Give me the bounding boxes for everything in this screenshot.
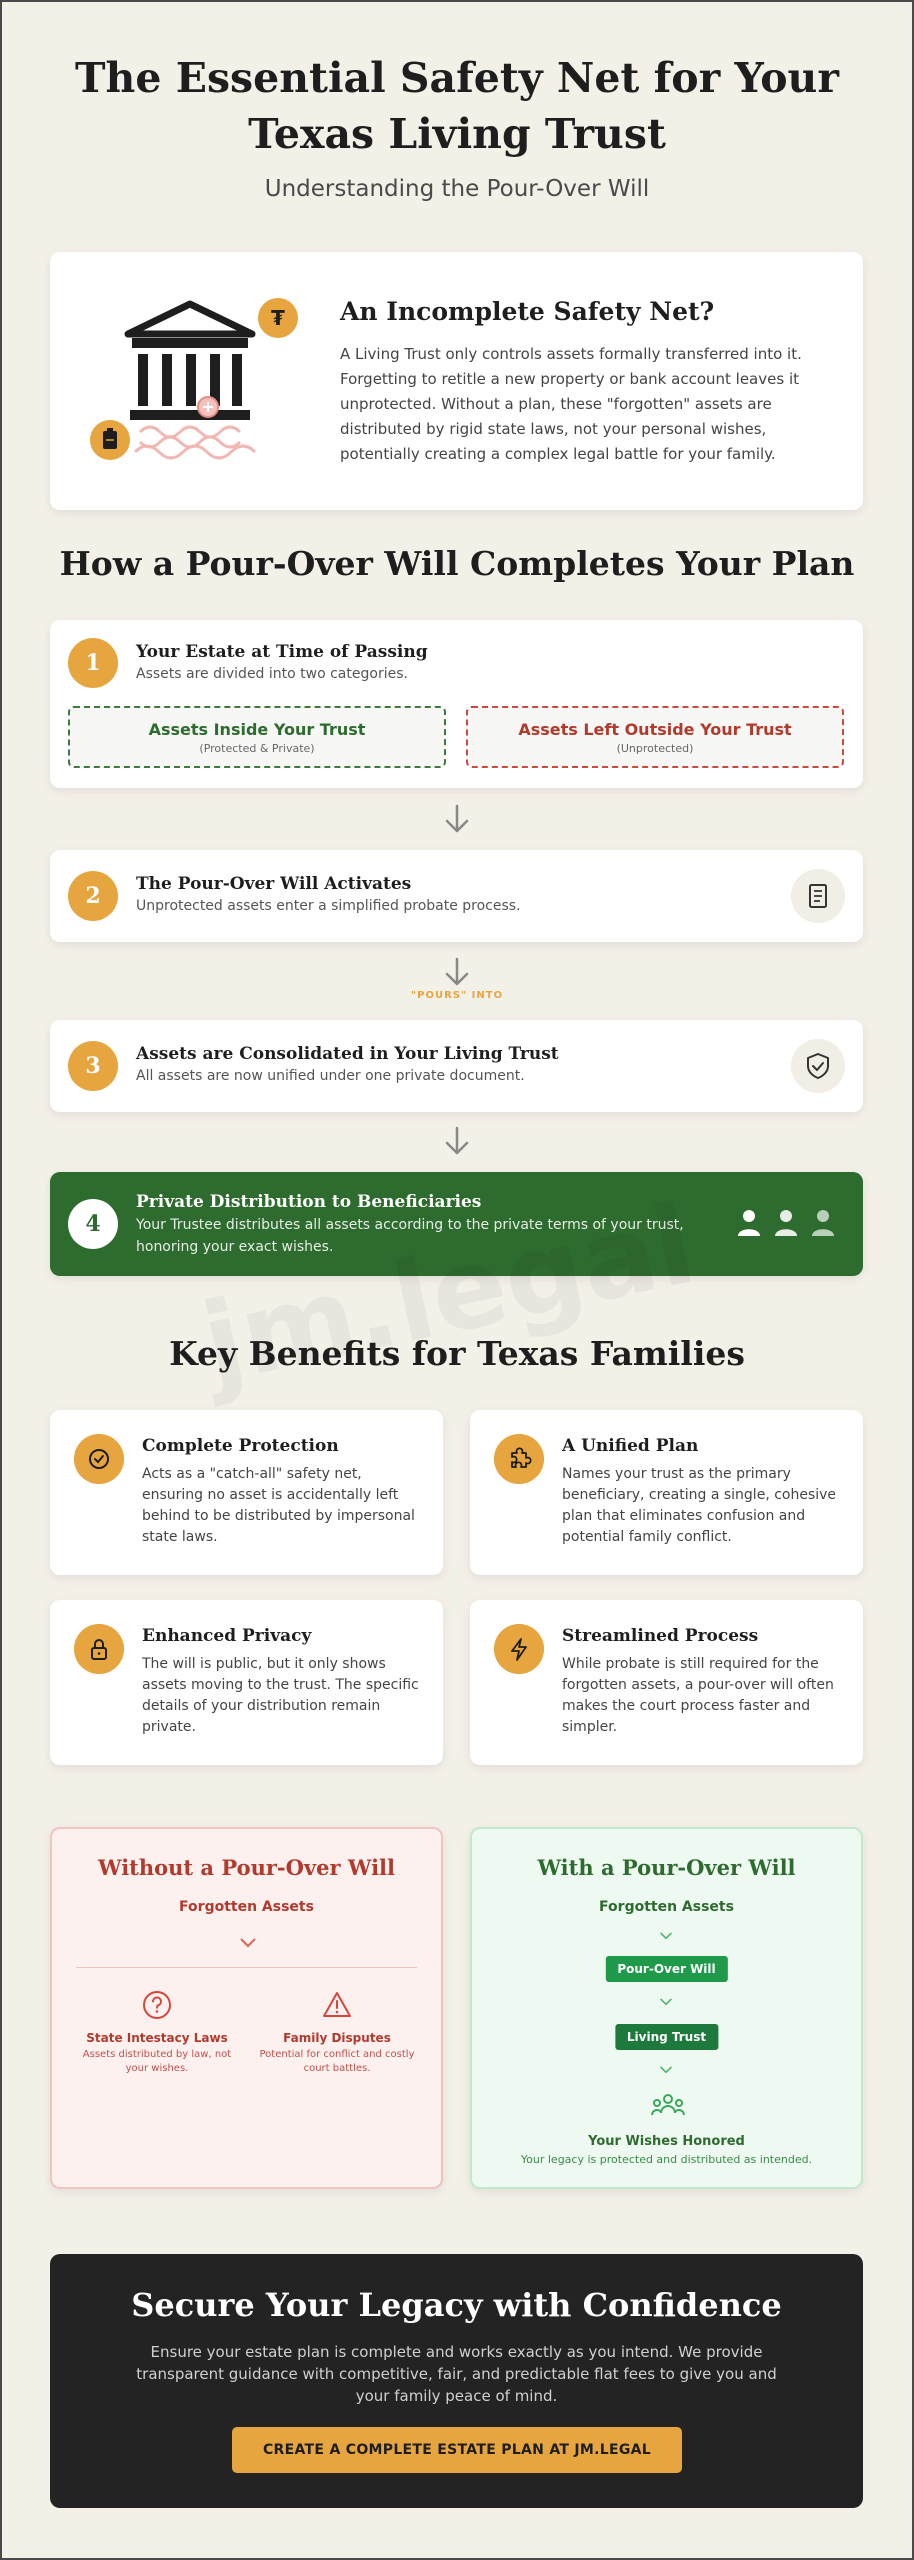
assets-inside-title: Assets Inside Your Trust — [148, 720, 366, 739]
process-section-title: How a Pour-Over Will Completes Your Plan — [59, 544, 855, 583]
step-desc-4: Your Trustee distributes all assets according to the private terms of your trust, honoring your exact wishes. — [136, 1217, 684, 1255]
create-estate-plan-button[interactable]: CREATE A COMPLETE ESTATE PLAN AT JM.LEGAL — [232, 2427, 682, 2473]
assets-inside-note: (Protected & Private) — [199, 742, 315, 755]
chevron-down-icon — [659, 2065, 673, 2075]
family-icon — [650, 2091, 686, 2121]
step-desc-3: All assets are now unified under one private document. — [136, 1068, 525, 1084]
cta-section — [50, 2254, 863, 2508]
forgotten-assets-label: Forgotten Assets — [179, 1899, 314, 1915]
chevron-down-icon — [239, 1937, 257, 1949]
benefit-card-enhanced-privacy — [50, 1600, 443, 1765]
wave-lines-icon — [135, 427, 255, 458]
cta-title: Secure Your Legacy with Confidence — [131, 2286, 782, 2324]
page-title: The Essential Safety Net for Your Texas Living Trust — [75, 54, 839, 158]
step-card-2 — [50, 850, 863, 942]
hero-header — [0, 50, 914, 202]
benefit-card-streamlined-process — [470, 1600, 863, 1765]
arrow-down-icon — [440, 1124, 474, 1158]
step-title-2: The Pour-Over Will Activates — [136, 874, 412, 894]
benefit-desc: Acts as a "catch-all" safety net, ensuring no asset is accidentally left behind to be distributed by impersonal state laws. — [142, 1466, 415, 1545]
chevron-down-icon — [659, 1931, 673, 1941]
outcome-title: Family Disputes — [283, 2031, 391, 2045]
comparison-with-title: With a Pour-Over Will — [537, 1855, 796, 1880]
benefit-desc: Names your trust as the primary beneficiary, creating a single, cohesive plan that eliminates confusion and potential family conflict. — [562, 1466, 837, 1545]
money-badge-icon — [258, 298, 298, 338]
assets-outside-note: (Unprotected) — [616, 742, 694, 755]
step-number-3: 3 — [68, 1041, 118, 1091]
warning-icon — [321, 1989, 353, 2021]
question-circle-icon — [141, 1989, 173, 2021]
clipboard-badge-icon — [90, 420, 130, 460]
arrow-down-icon — [440, 802, 474, 836]
wishes-honored-desc: Your legacy is protected and distributed as intended. — [520, 2153, 813, 2166]
lightning-icon — [494, 1624, 544, 1674]
step-card-3 — [50, 1020, 863, 1112]
intro-title: An Incomplete Safety Net? — [340, 297, 715, 326]
bank-building-icon — [128, 304, 252, 420]
benefit-title: Complete Protection — [142, 1436, 339, 1456]
lock-icon — [74, 1624, 124, 1674]
pours-into-label: "POURS" INTO — [410, 990, 504, 1001]
comparison-without-title: Without a Pour-Over Will — [97, 1855, 396, 1880]
puzzle-icon — [494, 1434, 544, 1484]
svg-text:₮: ₮ — [271, 306, 285, 330]
document-icon — [791, 869, 845, 923]
benefit-desc: The will is public, but it only shows assets moving to the trust. The specific details of your distribution remain private. — [142, 1656, 419, 1735]
divider — [76, 1967, 417, 1968]
living-trust-pill: Living Trust — [615, 2024, 718, 2050]
step-desc-2: Unprotected assets enter a simplified probate process. — [136, 898, 521, 914]
people-icon — [733, 1206, 843, 1242]
step-card-1 — [50, 620, 863, 788]
comparison-with-card — [470, 1827, 863, 2189]
forgotten-assets-label: Forgotten Assets — [599, 1899, 734, 1915]
intro-body: A Living Trust only controls assets formally transferred into it. Forgetting to retitle a new property or bank account leaves it unprotected. Without a plan, these "forgotten" assets are distributed by rigid state laws, not your personal wishes, potentially creating a complex legal battle for your family. — [340, 345, 802, 463]
step-number-2: 2 — [68, 871, 118, 921]
intro-card — [50, 252, 863, 510]
cta-body: Ensure your estate plan is complete and works exactly as you intend. We provide transparent guidance with competitive, fair, and predictable flat fees to give you and your family peace of mind. — [136, 2343, 777, 2405]
benefit-card-unified-plan — [470, 1410, 863, 1575]
benefit-title: Enhanced Privacy — [142, 1626, 312, 1646]
step-number-4: 4 — [68, 1199, 118, 1249]
step-number-1: 1 — [68, 638, 118, 688]
page-subtitle: Understanding the Pour-Over Will — [264, 176, 650, 202]
wishes-honored-title: Your Wishes Honored — [588, 2134, 745, 2149]
benefits-section-title: Key Benefits for Texas Families — [169, 1334, 745, 1373]
benefit-title: Streamlined Process — [562, 1626, 759, 1646]
step-title-4: Private Distribution to Beneficiaries — [136, 1192, 482, 1212]
outcome-intestacy — [72, 1989, 242, 2076]
chevron-down-icon — [659, 1997, 673, 2007]
step-title-1: Your Estate at Time of Passing — [136, 642, 428, 662]
benefit-card-complete-protection — [50, 1410, 443, 1575]
comparison-without-card — [50, 1827, 443, 2189]
outcome-desc: Potential for conflict and costly court battles. — [259, 2049, 415, 2074]
outcome-family-disputes — [252, 1989, 422, 2076]
outcome-desc: Assets distributed by law, not your wishes. — [82, 2049, 232, 2074]
assets-outside-title: Assets Left Outside Your Trust — [518, 720, 792, 739]
pour-over-will-pill: Pour-Over Will — [605, 1956, 727, 1982]
assets-inside-box — [68, 706, 446, 768]
step-title-3: Assets are Consolidated in Your Living Trust — [136, 1044, 559, 1064]
assets-outside-box — [466, 706, 844, 768]
arrow-down-icon — [440, 955, 474, 989]
step-desc-1: Assets are divided into two categories. — [136, 666, 408, 682]
check-circle-icon — [74, 1434, 124, 1484]
benefit-title: A Unified Plan — [562, 1436, 699, 1456]
outcome-title: State Intestacy Laws — [86, 2031, 228, 2045]
shield-check-icon — [791, 1039, 845, 1093]
bank-illustration — [80, 282, 310, 482]
benefit-desc: While probate is still required for the forgotten assets, a pour-over will often makes the court process faster and simpler. — [562, 1656, 834, 1735]
